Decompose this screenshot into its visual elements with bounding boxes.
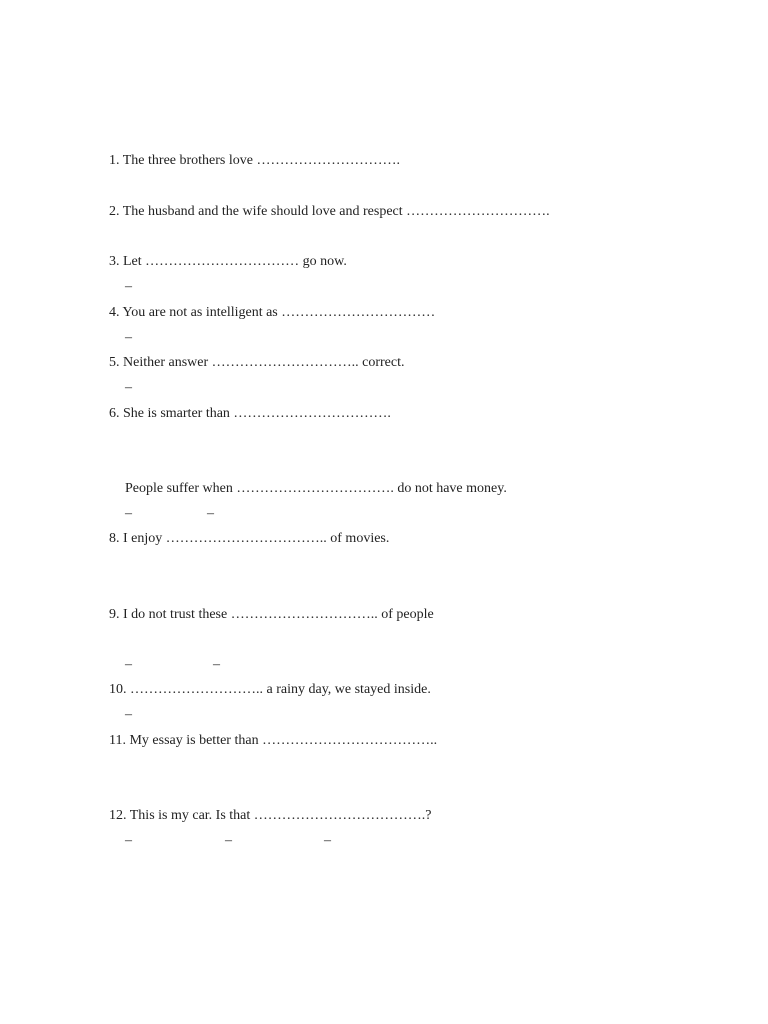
answer-dash: – — [125, 330, 132, 345]
question-3: 3. Let …………………………… go now. — [109, 254, 347, 269]
question-6: 6. She is smarter than ……………………………. — [109, 406, 391, 421]
answer-dash: – — [125, 833, 132, 848]
question-7: People suffer when ……………………………. do not have money. — [125, 481, 507, 496]
question-11: 11. My essay is better than ……………………………….. — [109, 733, 438, 748]
question-9: 9. I do not trust these ………………………….. of people — [109, 607, 434, 622]
answer-dash: – — [125, 657, 132, 672]
answer-dash: – — [207, 506, 214, 521]
question-8: 8. I enjoy …………………………….. of movies. — [109, 531, 390, 546]
question-4: 4. You are not as intelligent as …………………………… — [109, 305, 436, 320]
answer-dash: – — [324, 833, 331, 848]
answer-dash: – — [125, 380, 132, 395]
answer-dash: – — [125, 279, 132, 294]
question-5: 5. Neither answer ………………………….. correct. — [109, 355, 405, 370]
answer-dash: – — [125, 506, 132, 521]
question-10: 10. ……………………….. a rainy day, we stayed inside. — [109, 682, 431, 697]
question-1: 1. The three brothers love …………………………. — [109, 153, 400, 168]
question-2: 2. The husband and the wife should love and respect …………………………. — [109, 204, 550, 219]
answer-dash: – — [125, 707, 132, 722]
answer-dash: – — [213, 657, 220, 672]
answer-dash: – — [225, 833, 232, 848]
question-12: 12. This is my car. Is that ……………………………….? — [109, 808, 432, 823]
